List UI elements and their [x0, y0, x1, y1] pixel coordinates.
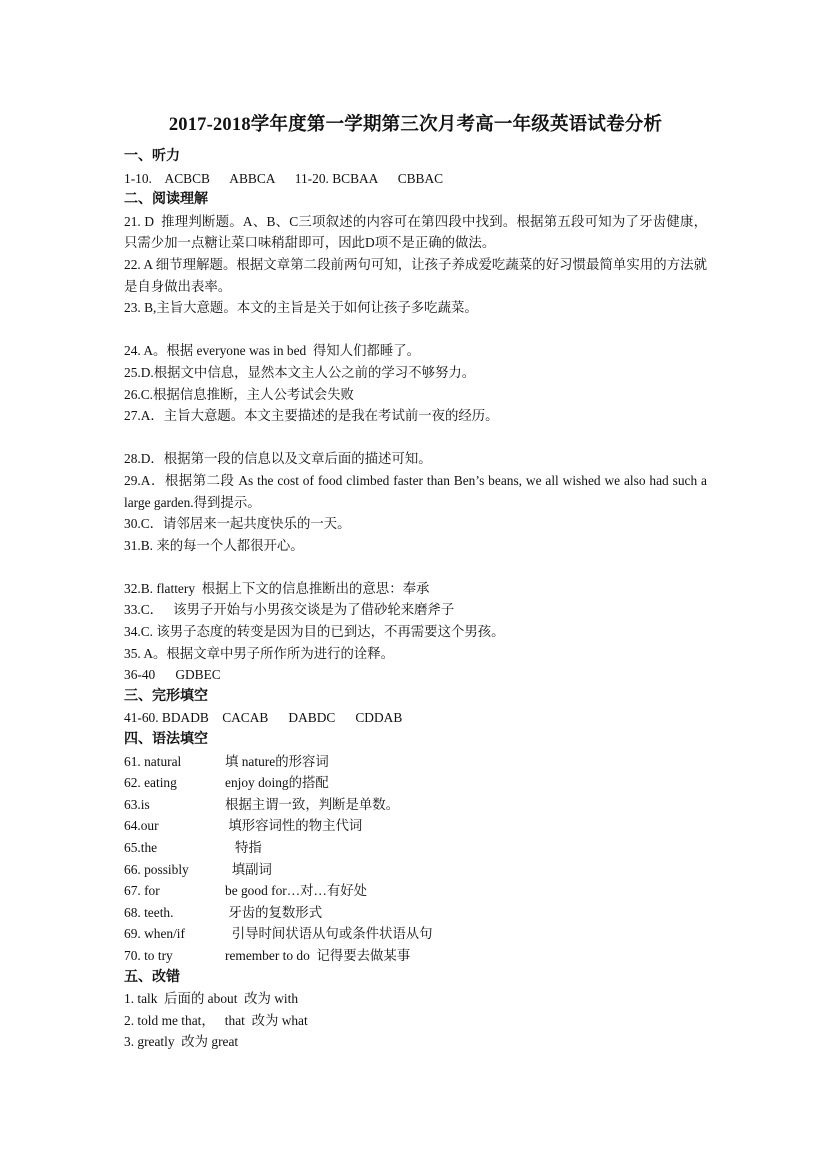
section-correction — [124, 967, 707, 1053]
grammar-answer: 63.is — [124, 796, 150, 812]
correction-item: 2. told me that， that 改为 what — [124, 1012, 308, 1028]
grammar-row — [124, 902, 707, 924]
reading-item: 32.B. flattery 根据上下文的信息推断出的意思：奉承 — [124, 580, 430, 596]
reading-item: 23. B,主旨大意题。本文的主旨是关于如何让孩子多吃蔬菜。 — [124, 300, 478, 316]
grammar-answer: 62. eating — [124, 775, 177, 791]
grammar-row — [124, 859, 707, 881]
section-grammar — [124, 729, 707, 967]
grammar-answer: 70. to try — [124, 947, 173, 963]
correction-item: 3. greatly 改为 great — [124, 1034, 239, 1050]
reading-item: 28.D．根据第一段的信息以及文章后面的描述可知。 — [124, 451, 432, 467]
section-reading — [124, 189, 711, 686]
grammar-answer: 61. natural — [124, 753, 182, 769]
spacer — [124, 319, 707, 341]
grammar-answer: 68. teeth. — [124, 904, 174, 920]
grammar-answer: 66. possibly — [124, 861, 189, 877]
grammar-note: 牙齿的复数形式 — [225, 904, 323, 920]
grammar-note: enjoy doing的搭配 — [225, 775, 329, 791]
grammar-note: 特指 — [225, 840, 262, 855]
grammar-note: 根据主谓一致，判断是单数。 — [225, 796, 400, 812]
reading-item: 27.A．主旨大意题。本文主要描述的是我在考试前一夜的经历。 — [124, 408, 499, 424]
reading-item: 35. A。根据文章中男子所作所为进行的诠释。 — [124, 645, 395, 661]
grammar-answer: 69. when/if — [124, 926, 185, 942]
reading-item: 22. A 细节理解题。根据文章第二段前两句可知，让孩子养成爱吃蔬菜的好习惯最简单实用的方法就是自身做出表率。 — [124, 256, 707, 294]
section-heading: 四、语法填空 — [124, 732, 208, 748]
section-heading: 一、听力 — [124, 149, 180, 164]
grammar-row — [124, 751, 707, 773]
grammar-row — [124, 945, 707, 967]
grammar-note: be good for…对…有好处 — [225, 883, 368, 899]
grammar-row — [124, 794, 707, 816]
reading-item: 26.C.根据信息推断，主人公考试会失败 — [124, 386, 354, 402]
grammar-row — [124, 880, 707, 902]
reading-item: 30.C．请邻居来一起共度快乐的一天。 — [124, 516, 351, 532]
section-heading: 三、完形填空 — [124, 688, 208, 704]
grammar-note: 引导时间状语从句或条件状语从句 — [225, 926, 433, 942]
spacer — [124, 427, 707, 449]
reading-item: 31.B. 来的每一个人都很开心。 — [124, 537, 304, 553]
spacer — [124, 556, 707, 578]
grammar-note: 填 nature的形容词 — [225, 753, 329, 769]
reading-item: 25.D.根据文中信息，显然本文主人公之前的学习不够努力。 — [124, 364, 476, 380]
grammar-answer: 65.the — [124, 840, 158, 855]
grammar-answer: 64.our — [124, 818, 159, 834]
correction-item: 1. talk 后面的 about 改为 with — [124, 991, 299, 1007]
document-title: 2017-2018学年度第一学期第三次月考高一年级英语试卷分析 — [168, 115, 663, 135]
grammar-note: remember to do 记得要去做某事 — [225, 947, 411, 963]
grammar-row — [124, 923, 707, 945]
grammar-note: 填形容词性的物主代词 — [225, 818, 363, 834]
listening-answers: 1-10. ACBCB ABBCA 11-20. BCBAA CBBAC — [124, 170, 444, 186]
grammar-note: 填副词 — [225, 861, 272, 877]
section-heading: 二、阅读理解 — [124, 192, 208, 208]
grammar-answer: 67. for — [124, 883, 160, 899]
grammar-row — [124, 837, 707, 859]
reading-item: 29.A．根据第二段 As the cost of food climbed faster than Ben’s beans, we all wished we also had such a large garden.得到提示。 — [124, 472, 711, 510]
reading-item: 33.C． 该男子开始与小男孩交谈是为了借砂轮来磨斧子 — [124, 602, 455, 618]
grammar-row — [124, 815, 707, 837]
reading-item: 21. D 推理判断题。A、B、C三项叙述的内容可在第四段中找到。根据第五段可知为了牙齿健康，只需少加一点糖让菜口味稍甜即可，因此D项不是正确的做法。 — [124, 213, 707, 251]
reading-item: 24. A。根据 everyone was in bed 得知人们都睡了。 — [124, 343, 421, 359]
section-listening — [124, 146, 707, 189]
reading-item: 34.C. 该男子态度的转变是因为目的已到达，不再需要这个男孩。 — [124, 624, 505, 640]
section-heading: 五、改错 — [124, 969, 180, 985]
reading-item: 36-40 GDBEC — [124, 667, 221, 683]
section-cloze — [124, 686, 707, 729]
grammar-row — [124, 772, 707, 794]
cloze-answers: 41-60. BDADB CACAB DABDC CDDAB — [124, 710, 403, 726]
